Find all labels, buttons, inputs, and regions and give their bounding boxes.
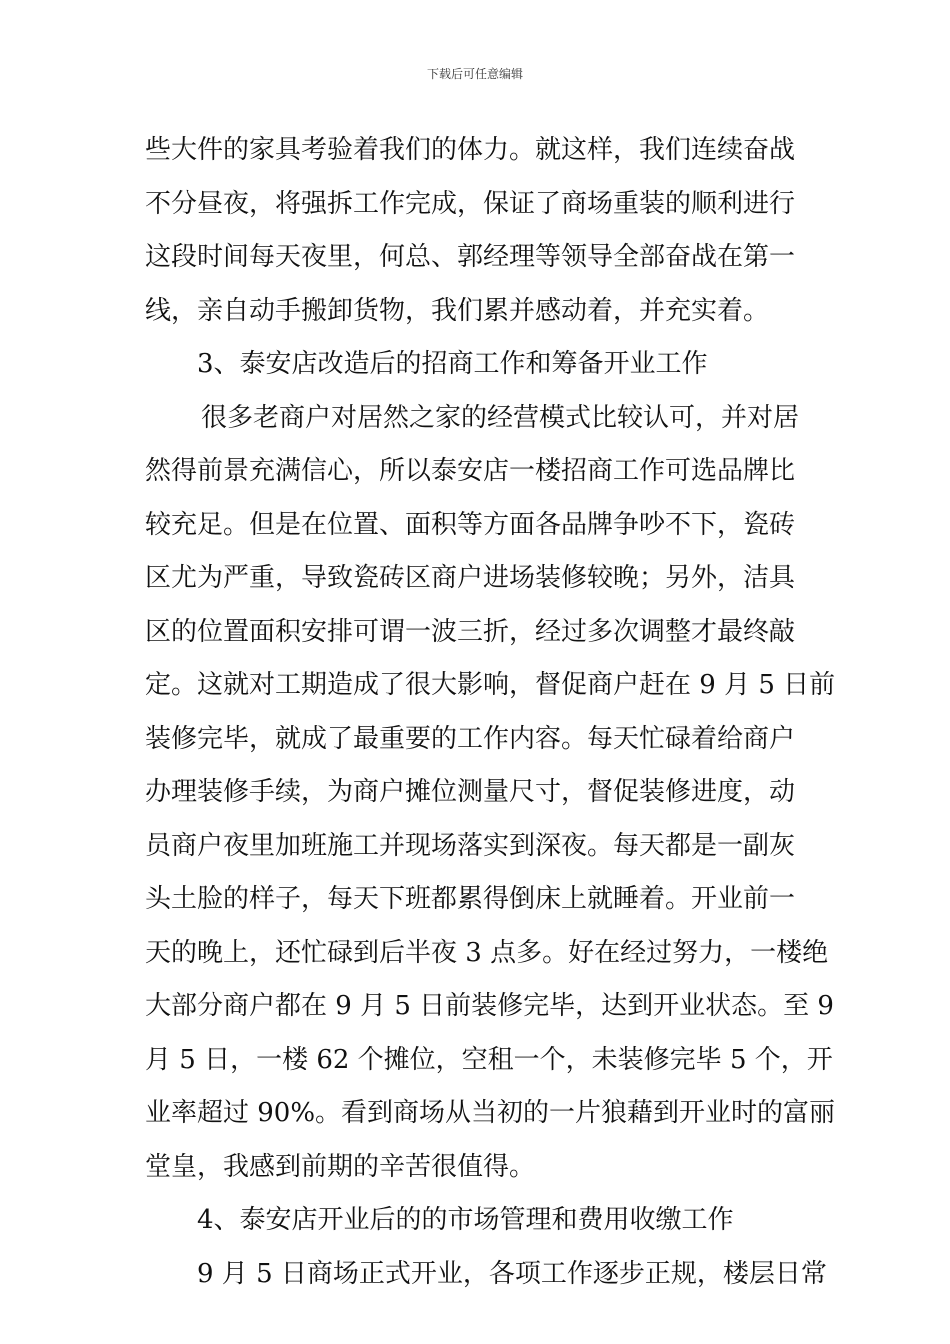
text-line: 办理装修手续，为商户摊位测量尺寸，督促装修进度，动: [145, 777, 796, 807]
section-heading: 3、泰安店改造后的招商工作和筹备开业工作: [197, 349, 708, 379]
text-line: 大部分商户都在 9 月 5 日前装修完毕，达到开业状态。至 9: [145, 991, 834, 1021]
text-line: 区尤为严重，导致瓷砖区商户进场装修较晚；另外，洁具: [145, 563, 796, 593]
text-line: 较充足。但是在位置、面积等方面各品牌争吵不下，瓷砖: [145, 509, 796, 540]
text-line: 很多老商户对居然之家的经营模式比较认可，并对居: [201, 402, 800, 433]
text-line: 天的晚上，还忙碌到后半夜 3 点多。好在经过努力，一楼绝: [145, 937, 829, 968]
text-line: 9 月 5 日商场正式开业，各项工作逐步正规，楼层日常: [197, 1258, 827, 1289]
text-line: 些大件的家具考验着我们的体力。就这样，我们连续奋战: [145, 135, 796, 165]
text-line: 装修完毕，就成了最重要的工作内容。每天忙碌着给商户: [145, 723, 796, 754]
document-body: [145, 124, 836, 1301]
text-line: 业率超过 90%。看到商场从当初的一片狼藉到开业时的富丽: [145, 1098, 836, 1128]
section-heading: 4、泰安店开业后的的市场管理和费用收缴工作: [197, 1205, 734, 1235]
text-line: 不分昼夜，将强拆工作完成，保证了商场重装的顺利进行: [145, 188, 796, 219]
text-line: 堂皇，我感到前期的辛苦很值得。: [145, 1151, 536, 1182]
text-line: 头土脸的样子，每天下班都累得倒床上就睡着。开业前一: [145, 884, 796, 914]
page-header: 下载后可任意编辑: [426, 67, 523, 81]
text-line: 线，亲自动手搬卸货物，我们累并感动着，并充实着。: [145, 295, 770, 326]
text-line: 月 5 日，一楼 62 个摊位，空租一个，未装修完毕 5 个，开: [145, 1044, 833, 1075]
text-line: 然得前景充满信心，所以泰安店一楼招商工作可选品牌比: [145, 456, 796, 486]
text-line: 定。这就对工期造成了很大影响，督促商户赶在 9 月 5 日前: [145, 670, 836, 700]
text-line: 区的位置面积安排可谓一波三折，经过多次调整才最终敲: [145, 616, 796, 647]
text-line: 这段时间每天夜里，何总、郭经理等领导全部奋战在第一: [145, 242, 796, 272]
text-line: 员商户夜里加班施工并现场落实到深夜。每天都是一副灰: [145, 830, 796, 861]
